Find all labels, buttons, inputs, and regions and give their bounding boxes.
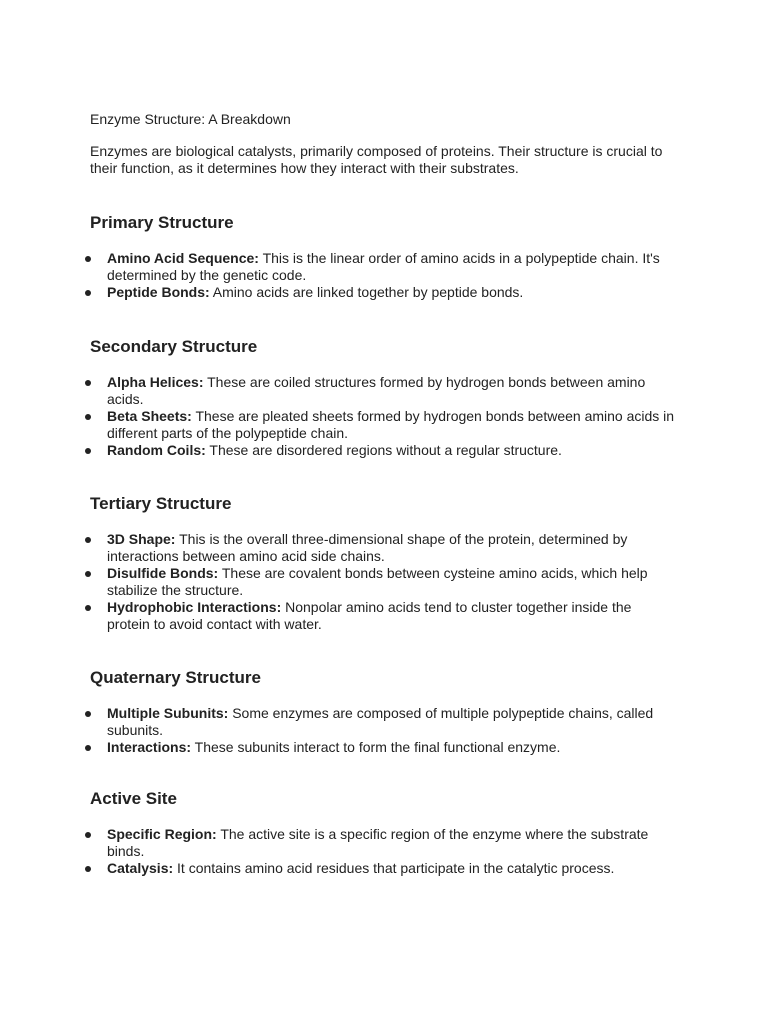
bullet-icon [85,832,91,838]
item-text: This is the overall three-dimensional shape of the protein, determined by interactions between amino acid side chains. [107,531,628,564]
item-term: Peptide Bonds: [107,284,210,300]
item-term: Random Coils: [107,442,206,458]
item-text: The active site is a specific region of the enzyme where the substrate binds. [107,826,649,859]
bullet-icon [85,711,91,717]
item-term: Interactions: [107,739,192,755]
item-term: Amino Acid Sequence: [107,250,259,266]
list-item [90,860,677,877]
bullet-list [90,826,678,877]
section-active-site [90,789,678,877]
bullet-icon [85,256,91,262]
list-item [90,599,677,633]
bullet-icon [85,448,91,454]
bullet-icon [85,290,91,296]
list-item [90,739,677,756]
item-text: These are pleated sheets formed by hydrogen bonds between amino acids in different parts of the polypeptide chain. [107,408,675,441]
item-term: Disulfide Bonds: [107,565,219,581]
list-item [90,250,677,284]
list-item [90,442,677,459]
section-heading: Primary Structure [90,213,234,232]
item-text: These are covalent bonds between cysteine amino acids, which help stabilize the structure. [107,565,648,598]
item-text: These are disordered regions without a regular structure. [205,442,562,458]
list-item [90,826,677,860]
item-term: Beta Sheets: [107,408,192,424]
document-title: Enzyme Structure: A Breakdown [90,111,291,127]
item-term: 3D Shape: [107,531,176,547]
bullet-icon [85,414,91,420]
item-text: This is the linear order of amino acids in a polypeptide chain. It's determined by the genetic code. [107,250,660,283]
bullet-list [90,705,678,756]
section-quaternary-structure [90,668,678,756]
bullet-icon [85,380,91,386]
item-text: These are coiled structures formed by hydrogen bonds between amino acids. [107,374,646,407]
list-item [90,284,677,301]
item-term: Specific Region: [107,826,217,842]
section-heading: Secondary Structure [90,337,258,356]
intro-paragraph: Enzymes are biological catalysts, primarily composed of proteins. Their structure is crucial to their function, as it determines how they interact with their substrates. [90,143,663,176]
bullet-icon [85,537,91,543]
bullet-icon [85,605,91,611]
section-tertiary-structure [90,494,678,633]
section-heading: Tertiary Structure [90,494,232,513]
bullet-list [90,250,678,301]
list-item [90,531,677,565]
bullet-list [90,374,678,459]
section-heading: Active Site [90,789,177,808]
item-term: Hydrophobic Interactions: [107,599,282,615]
item-term: Multiple Subunits: [107,705,229,721]
item-text: Some enzymes are composed of multiple polypeptide chains, called subunits. [107,705,654,738]
item-text: These subunits interact to form the final functional enzyme. [191,739,561,755]
list-item [90,565,677,599]
section-secondary-structure [90,337,678,459]
section-heading: Quaternary Structure [90,668,261,687]
bullet-icon [85,745,91,751]
bullet-icon [85,866,91,872]
item-text: Amino acids are linked together by peptide bonds. [209,284,524,300]
list-item [90,374,677,408]
list-item [90,408,677,442]
item-term: Alpha Helices: [107,374,204,390]
section-primary-structure [90,213,678,301]
bullet-icon [85,571,91,577]
list-item [90,705,677,739]
item-term: Catalysis: [107,860,174,876]
item-text: It contains amino acid residues that participate in the catalytic process. [173,860,615,876]
item-text: Nonpolar amino acids tend to cluster together inside the protein to avoid contact with water. [107,599,632,632]
bullet-list [90,531,678,633]
